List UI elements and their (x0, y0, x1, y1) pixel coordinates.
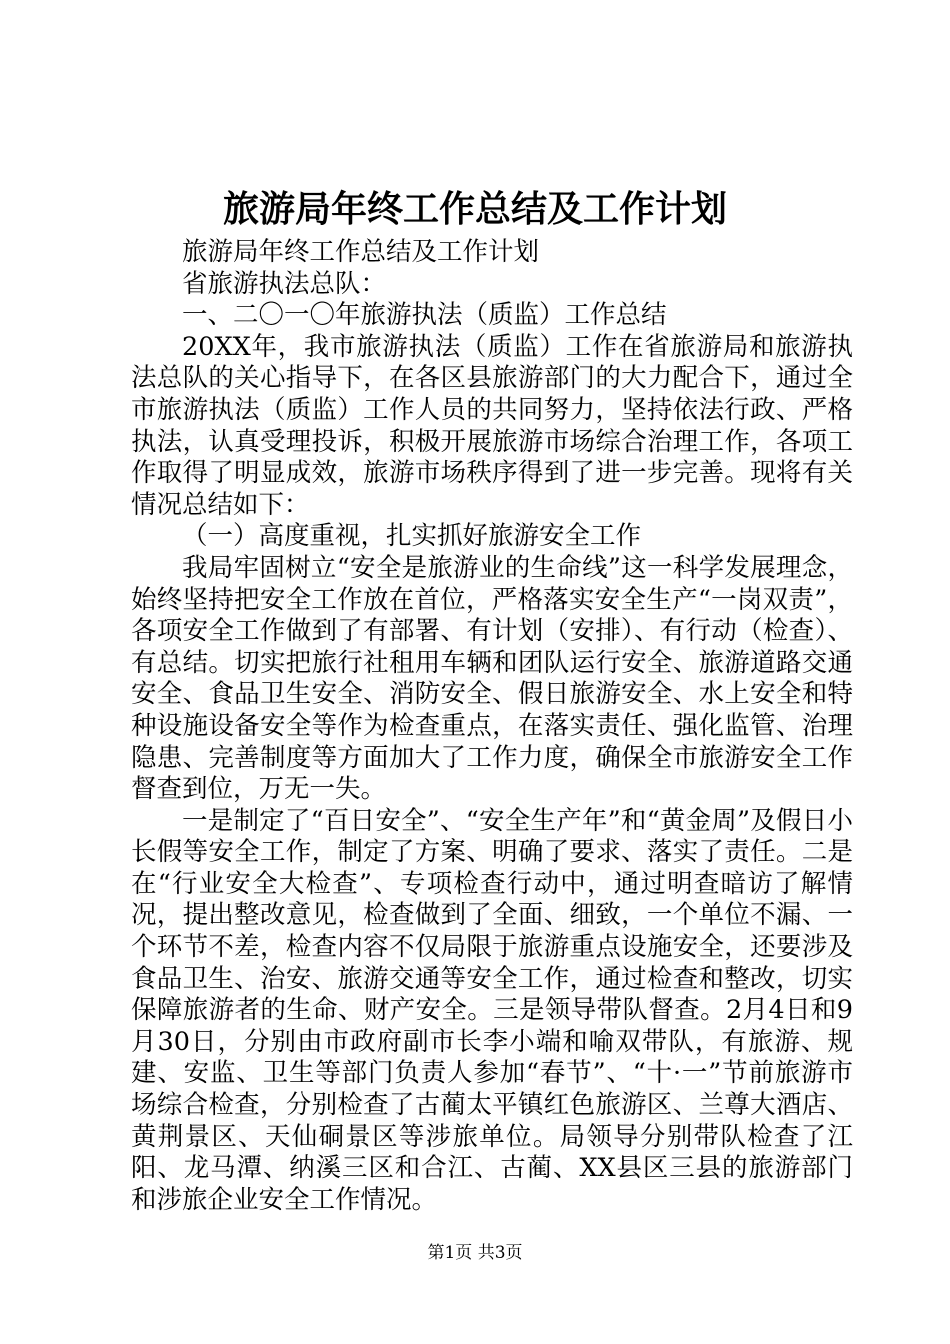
paragraph-addressee: 省旅游执法总队： (182, 268, 387, 299)
page-footer: 第1页 共3页 (427, 1243, 523, 1263)
subsection-heading-safety: （一）高度重视，扎实抓好旅游安全工作 (182, 521, 642, 552)
paragraph-safety-measures: 一是制定了“百日安全”、“安全生产年”和“黄金周”及假日小长假等安全工作，制定了方案、明确了要求、落实了责任。二是在“行业安全大检查”、专项检查行动中，通过明查暗访了解情况，提出整改意见，检查做到了全面、细致，一个单位不漏、一个环节不差，检查内容不仅局限于旅游重点设施安全，还要涉及食品卫生、治安、旅游交通等安全工作，通过检查和整改，切实保障旅游者的生命、财产安全。三是领导带队督查。2月4日和9月30日，分别由市政府副市长李小端和喻双带队，有旅游、规建、安监、卫生等部门负责人参加“春节”、“十·一”节前旅游市场综合检查，分别检查了古蔺太平镇红色旅游区、兰尊大酒店、黄荆景区、天仙硐景区等涉旅单位。局领导分别带队检查了江阳、龙马潭、纳溪三区和合江、古蔺、XX县区三县的旅游部门和涉旅企业安全工作情况。 (131, 805, 853, 1215)
paragraph-safety-principle: 我局牢固树立“安全是旅游业的生命线”这一科学发展理念，始终坚持把安全工作放在首位，严格落实安全生产“一岗双责”，各项安全工作做到了有部署、有计划（安排）、有行动（检查）、有总结。切实把旅行社租用车辆和团队运行安全、旅游道路交通安全、食品卫生安全、消防安全、假日旅游安全、水上安全和特种设施设备安全等作为检查重点，在落实责任、强化监管、治理隐患、完善制度等方面加大了工作力度，确保全市旅游安全工作督查到位，万无一失。 (131, 552, 853, 805)
document-title: 旅游局年终工作总结及工作计划 (222, 188, 727, 230)
paragraph-overview: 20XX年，我市旅游执法（质监）工作在省旅游局和旅游执法总队的关心指导下，在各区县旅游部门的大力配合下，通过全市旅游执法（质监）工作人员的共同努力，坚持依法行政、严格执法，认真受理投诉，积极开展旅游市场综合治理工作，各项工作取得了明显成效，旅游市场秩序得到了进一步完善。现将有关情况总结如下： (131, 331, 853, 520)
document-body (131, 237, 853, 1216)
section-heading-summary: 一、二〇一〇年旅游执法（质监）工作总结 (182, 300, 667, 331)
paragraph-subtitle: 旅游局年终工作总结及工作计划 (182, 237, 540, 267)
